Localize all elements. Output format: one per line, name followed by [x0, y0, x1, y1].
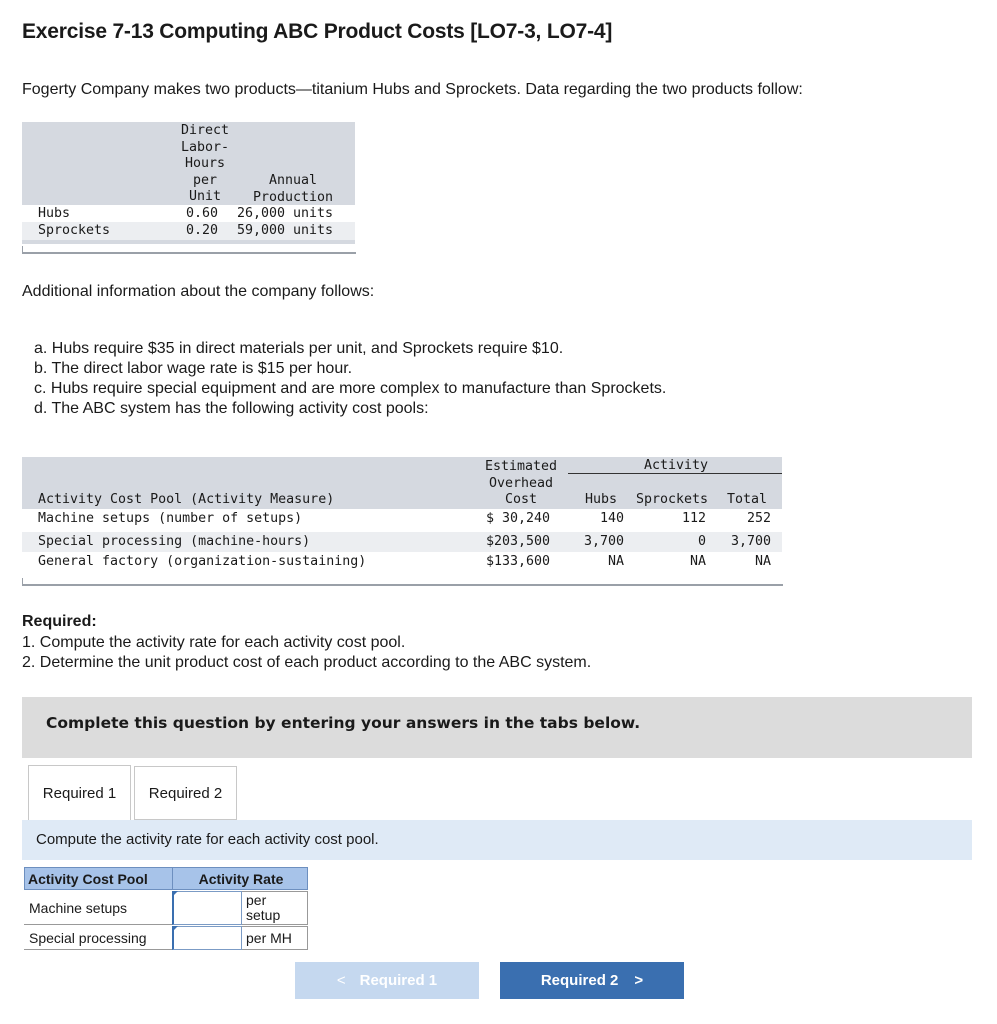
table1-row-hubs-production: 26,000 units — [237, 206, 334, 221]
table2-row-total: 3,700 — [730, 534, 771, 549]
tab-required-1[interactable] — [28, 765, 131, 821]
table2-cost-header: Estimated Overhead Cost — [484, 459, 558, 508]
list-item: 2. Determine the unit product cost of each product according to the ABC system. — [22, 654, 592, 671]
list-item: b. The direct labor wage rate is $15 per hour. — [34, 360, 353, 377]
table2-row-sprockets: 112 — [681, 511, 706, 526]
answer-row-unit: per MH — [246, 930, 292, 946]
table2-row-cost: $133,600 — [486, 554, 551, 569]
answer-header-rate: Activity Rate — [198, 871, 284, 887]
table1-row-sprockets-name: Sprockets — [38, 223, 111, 238]
table2-row-hubs: 3,700 — [583, 534, 624, 549]
answer-header-pool: Activity Cost Pool — [28, 871, 148, 887]
table2-row-hubs: NA — [607, 554, 624, 569]
machine-setups-rate-input[interactable] — [172, 891, 242, 925]
tab-instruction-text: Compute the activity rate for each activity cost pool. — [36, 831, 379, 848]
answer-row-unit: per setup — [246, 892, 281, 923]
list-item: d. The ABC system has the following activity cost pools: — [34, 400, 429, 417]
answer-header-divider — [172, 867, 173, 890]
special-processing-rate-input[interactable] — [172, 926, 242, 950]
chevron-right-icon: > — [634, 972, 644, 989]
prev-tab-button[interactable] — [295, 962, 479, 999]
table2-bottom-border — [22, 578, 783, 586]
answer-row-pool: Special processing — [29, 930, 147, 946]
tab-label: Required 1 — [42, 785, 117, 802]
activity-header-rule — [568, 473, 782, 474]
table2-pool-header: Activity Cost Pool (Activity Measure) — [38, 492, 335, 507]
table1-col2-header: Annual Production — [252, 173, 334, 205]
table2-hubs-header: Hubs — [585, 492, 618, 507]
required-heading: Required: — [22, 613, 97, 630]
table1-row-sprockets-production: 59,000 units — [237, 223, 334, 238]
chevron-left-icon: < — [336, 972, 346, 989]
additional-info-text: Additional information about the company follows: — [22, 283, 375, 300]
tab-label: Required 2 — [148, 784, 223, 802]
table1-row-hubs-name: Hubs — [38, 206, 71, 221]
table2-row-cost: $203,500 — [486, 534, 551, 549]
table2-total-header: Total — [727, 492, 768, 507]
table2-row-cost: $ 30,240 — [486, 511, 551, 526]
list-item: a. Hubs require $35 in direct materials per unit, and Sprockets require $10. — [34, 340, 564, 357]
tab-instruction-bar — [22, 820, 972, 860]
table1-col1-header: Direct Labor- Hours per Unit — [180, 123, 230, 205]
input-marker-icon — [172, 926, 178, 932]
tab-required-2[interactable] — [134, 766, 237, 820]
table2-row-sprockets: 0 — [697, 534, 706, 549]
next-tab-label: Required 2 — [540, 972, 619, 989]
info-list — [34, 339, 666, 419]
table2-row-sprockets: NA — [689, 554, 706, 569]
prev-tab-label: Required 1 — [359, 972, 438, 989]
list-item: 1. Compute the activity rate for each activity cost pool. — [22, 634, 406, 651]
page-title: Exercise 7-13 Computing ABC Product Costs [LO7-3, LO7-4] — [22, 20, 613, 43]
instructions-banner — [22, 697, 972, 758]
table2-row-hubs: 140 — [599, 511, 624, 526]
table2-row-total: 252 — [746, 511, 771, 526]
banner-text: Complete this question by entering your answers in the tabs below. — [46, 714, 641, 732]
table2-row-pool: Machine setups (number of setups) — [38, 511, 303, 526]
input-marker-icon — [172, 891, 178, 897]
table2-row-pool: Special processing (machine-hours) — [38, 534, 311, 549]
next-tab-button[interactable] — [500, 962, 684, 999]
required-list — [22, 633, 591, 673]
list-item: c. Hubs require special equipment and are more complex to manufacture than Sprockets. — [34, 380, 667, 397]
table2-sprockets-header: Sprockets — [636, 492, 709, 507]
table2-row-total: NA — [754, 554, 771, 569]
intro-text: Fogerty Company makes two products—titanium Hubs and Sprockets. Data regarding the two products follow: — [22, 81, 803, 98]
table1-row-hubs-hours: 0.60 — [186, 206, 219, 221]
table1-bottom-border — [22, 246, 356, 254]
table2-activity-header: Activity — [632, 458, 720, 473]
table2-row-pool: General factory (organization-sustaining) — [38, 554, 367, 569]
answer-row-pool: Machine setups — [29, 900, 128, 916]
table1-row-sprockets-hours: 0.20 — [186, 223, 219, 238]
